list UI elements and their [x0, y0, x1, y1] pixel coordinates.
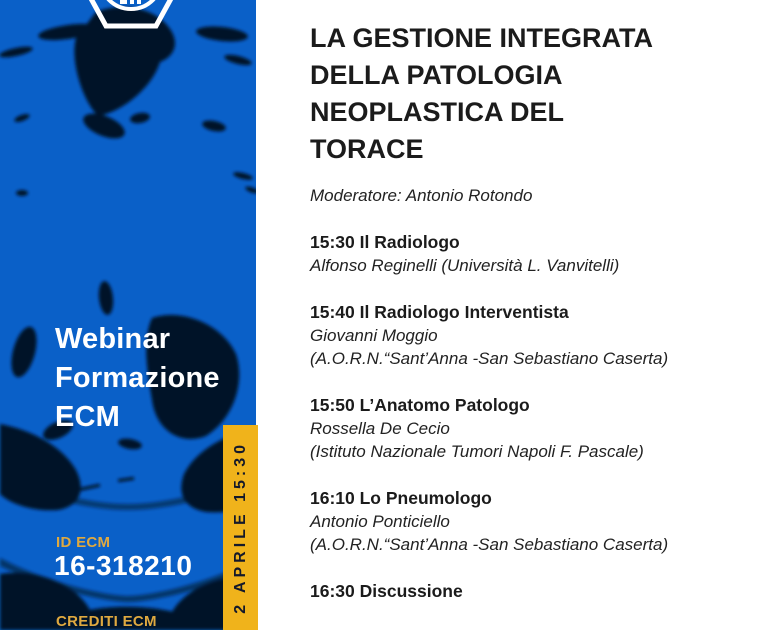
- webinar-line: Formazione: [55, 362, 220, 394]
- hexagon-circle-logo-icon: [76, 0, 186, 38]
- session-time-title: 16:30 Discussione: [310, 581, 463, 601]
- session-affiliation: (A.O.R.N.“Sant’Anna -San Sebastiano Caserta): [310, 349, 669, 368]
- date-ribbon: [223, 425, 258, 630]
- id-ecm-label: ID ECM: [56, 534, 111, 551]
- session-time-title: 16:10 Lo Pneumologo: [310, 488, 492, 508]
- event-title: [310, 20, 730, 168]
- ct-scan-texture: [0, 0, 256, 630]
- crediti-ecm-label: CREDITI ECM: [56, 613, 157, 630]
- left-panel: [0, 0, 256, 630]
- session-time-title: 15:50 L’Anatomo Patologo: [310, 395, 530, 415]
- webinar-line: ECM: [55, 401, 121, 433]
- session-item: [310, 231, 730, 277]
- session-item: [310, 487, 730, 556]
- event-title-line: NEOPLASTICA DEL: [310, 97, 565, 127]
- session-affiliation: (A.O.R.N.“Sant’Anna -San Sebastiano Caserta): [310, 535, 669, 554]
- session-speaker: Antonio Ponticiello: [310, 512, 450, 531]
- session-affiliation: (Istituto Nazionale Tumori Napoli F. Pascale): [310, 442, 644, 461]
- session-speaker: Giovanni Moggio: [310, 326, 438, 345]
- session-item: [310, 394, 730, 463]
- webinar-line: Webinar: [55, 323, 171, 355]
- date-ribbon-text: 2 APRILE 15:30: [231, 441, 249, 614]
- session-speaker: Alfonso Reginelli (Università L. Vanvitelli): [310, 256, 620, 275]
- session-time-title: 15:40 Il Radiologo Interventista: [310, 302, 569, 322]
- id-ecm-value: 16-318210: [54, 550, 193, 581]
- moderator-line: Moderatore: Antonio Rotondo: [310, 186, 533, 205]
- program-content: [310, 0, 730, 630]
- session-time-title: 15:30 Il Radiologo: [310, 232, 460, 252]
- session-item: [310, 580, 730, 603]
- session-speaker: Rossella De Cecio: [310, 419, 450, 438]
- webinar-formazione-ecm-title: [55, 320, 220, 437]
- event-title-line: TORACE: [310, 134, 424, 164]
- session-item: [310, 301, 730, 370]
- event-title-line: LA GESTIONE INTEGRATA: [310, 23, 653, 53]
- event-title-line: DELLA PATOLOGIA: [310, 60, 563, 90]
